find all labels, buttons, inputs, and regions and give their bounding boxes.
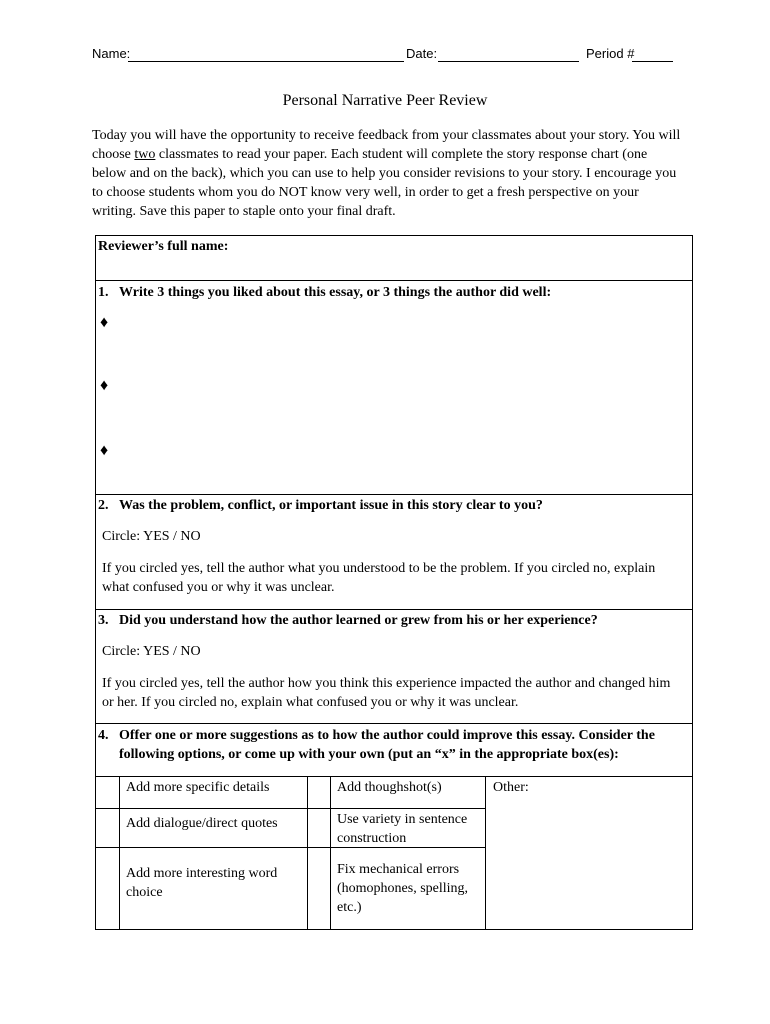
intro-part2: classmates to read your paper. Each student will complete the story response chart (one below and on the back), which you can use to help you consider revisions to your story. I encourage you to choose students whom you do NOT know very well, in order to get a fresh perspective on your writing. Save this paper to staple onto your final draft. [92,147,677,219]
checkbox-word-choice[interactable] [96,848,119,929]
option-variety: Use variety in sentence construction [337,812,468,846]
period-label: Period # [586,46,635,61]
grid-col-line [485,776,486,930]
bullet-diamond-icon: ♦ [100,442,109,459]
checkbox-variety[interactable] [308,809,330,847]
checkbox-dialogue[interactable] [96,809,119,847]
option-mechanical: Fix mechanical errors (homophones, spelling, etc.) [337,862,469,915]
option-word-choice: Add more interesting word choice [126,866,278,900]
reviewer-name-field[interactable] [250,256,680,278]
reviewer-label: Reviewer’s full name: [98,239,229,254]
period-field[interactable] [632,61,673,62]
date-field[interactable] [438,61,579,62]
grid-col-line [119,776,120,930]
intro-paragraph [92,126,684,221]
section-divider-3 [95,609,693,610]
q2-circle-yes-no[interactable]: Circle: YES / NO [102,529,201,544]
q3-instructions: If you circled yes, tell the author how you think this experience impacted the author and changed him or her. If you circled no, explain what confused you or why it was unclear. [102,676,671,710]
option-thoughshot: Add thoughshot(s) [337,780,442,795]
option-dialogue: Add dialogue/direct quotes [126,816,278,831]
intro-underlined: two [134,147,156,162]
section-divider-1 [95,280,693,281]
checkbox-thoughshot[interactable] [308,777,330,808]
grid-row-line [95,808,485,809]
checkbox-mechanical[interactable] [308,848,330,929]
grid-top-line [95,776,693,777]
q2-instructions: If you circled yes, tell the author what you understood to be the problem. If you circled no, explain what confused you or why it was unclear. [102,561,656,595]
section-divider-4 [95,723,693,724]
header-row [92,46,682,66]
section-divider-2 [95,494,693,495]
grid-col-line [330,776,331,930]
option-specific-details: Add more specific details [126,780,270,795]
bullet-diamond-icon: ♦ [100,314,109,331]
option-other[interactable]: Other: [493,780,529,795]
date-label: Date: [406,46,438,61]
checkbox-specific-details[interactable] [96,777,119,808]
q3-circle-yes-no[interactable]: Circle: YES / NO [102,644,201,659]
name-field[interactable] [128,61,404,62]
intro-part1: Today you will have the opportunity to receive feedback from your classmates about your story. You will choose [92,128,681,162]
page-title: Personal Narrative Peer Review [282,92,488,109]
name-label: Name: [92,46,131,61]
bullet-diamond-icon: ♦ [100,377,109,394]
